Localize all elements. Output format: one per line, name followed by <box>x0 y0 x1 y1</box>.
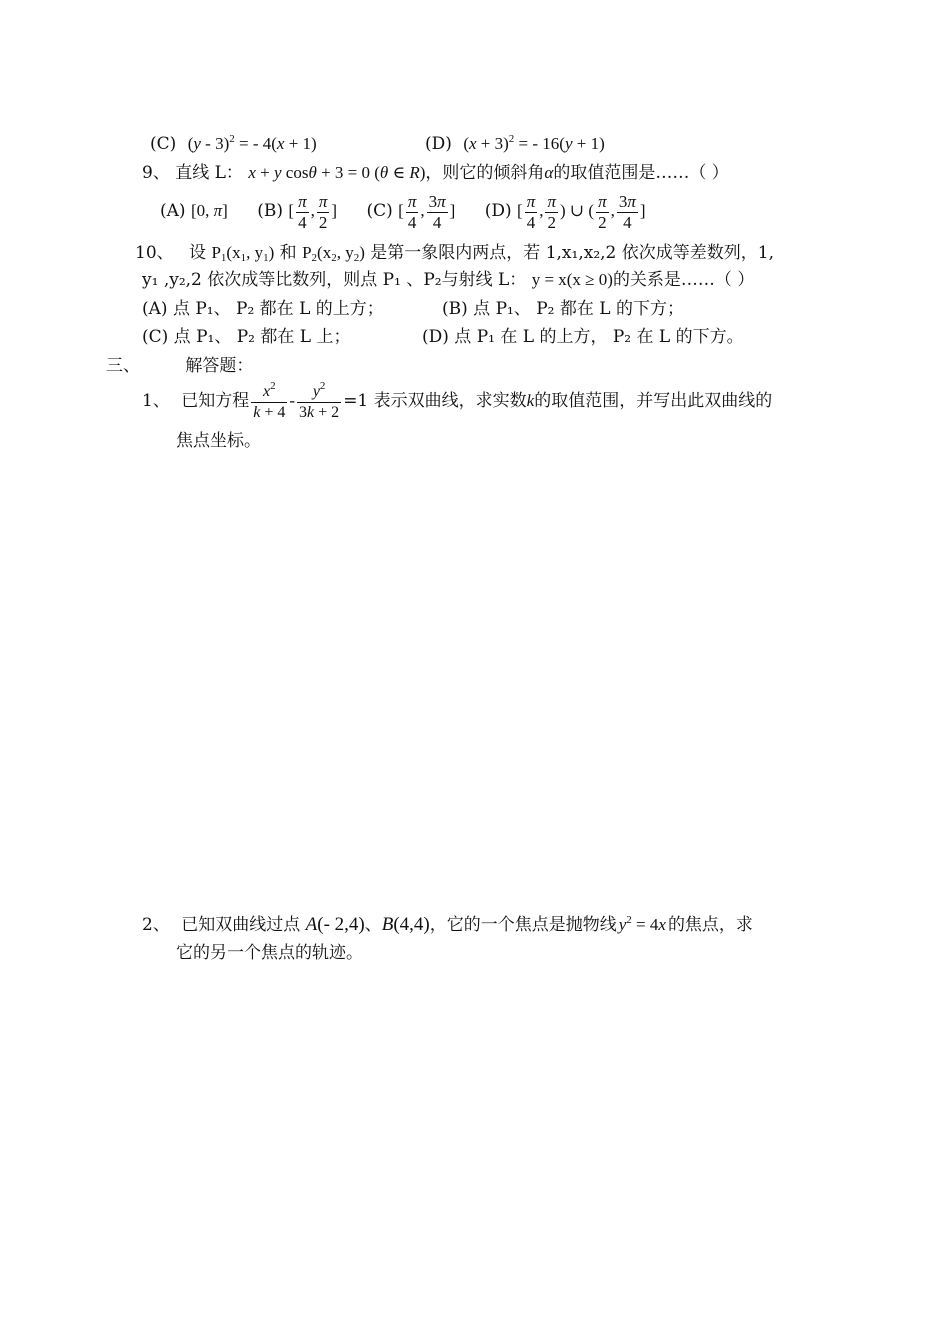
q10-point-p1: $P_1(x_1$, $y_1$) <box>211 243 275 264</box>
q9-b-label: (B) <box>257 201 283 221</box>
q10-l1-a: 设 <box>189 243 207 263</box>
q10-point-p2: $P_2(x_2$, $y_2$) <box>302 243 365 264</box>
q9-d-label: (D) <box>484 201 512 221</box>
problem2-point-a: A(- 2,4) <box>305 914 365 935</box>
problem2-text-a: 已知双曲线过点 <box>181 915 301 935</box>
problem1-fraction-x: $\frac{x^2}{k + 4}$ <box>253 379 286 421</box>
problem1-line1 <box>142 378 772 424</box>
problem2-number: 2、 <box>142 915 170 935</box>
problem1-minus: - <box>289 391 296 410</box>
q9-alpha: α <box>544 163 554 182</box>
q9-d-value: [ $\frac{\pi}{4}$ , $\frac{\pi}{2}$ ) ∪ ( $\frac{\pi}{2}$ , $\frac{3\pi}{4}$ ] <box>517 191 646 232</box>
q10-line2 <box>142 269 754 291</box>
q8-d-label: (D) <box>425 134 452 154</box>
problem1-text-b: =1 表示双曲线，求实数 <box>343 391 527 411</box>
q10-option-c: (C) 点 P₁、 P₂ 都在 L 上； <box>142 327 351 347</box>
q10-option-d: (D) 点 P₁ 在 L 的上方， P₂ 在 L 的下方。 <box>422 327 744 347</box>
section3-number: 三、 <box>106 356 140 376</box>
q10-l1-b: 和 <box>279 243 297 263</box>
problem1-k: k <box>526 391 535 410</box>
q9-c-value: [ $\frac{\pi}{4}$ , $\frac{3\pi}{4}$ ] <box>398 191 456 232</box>
problem2-text-c: 的焦点，求 <box>667 915 753 935</box>
q10-option-b: (B) 点 P₁、 P₂ 都在 L 的下方； <box>442 299 684 319</box>
q9-a-label: (A) <box>160 201 186 221</box>
q9-stem-b: ，则它的倾斜角 <box>425 163 545 183</box>
problem2-parabola: $y^2 = 4x$ <box>618 914 666 934</box>
q9-b-value: [ $\frac{\pi}{4}$ , $\frac{\pi}{2}$ ] <box>288 191 338 232</box>
q9-c-label: (C) <box>366 201 393 221</box>
problem2-line1 <box>142 914 753 936</box>
q9-line-equation: x + y cosθ + 3 = 0 (θ ∈ R) <box>248 163 426 182</box>
problem2-line2: 它的另一个焦点的轨迹。 <box>176 943 363 963</box>
q10-option-a: (A) 点 P₁、 P₂ 都在 L 的上方； <box>142 299 384 319</box>
q9-stem-c: 的取值范围是……（ ） <box>553 163 729 183</box>
q9-number: 9、 <box>142 163 170 183</box>
section3-title: 解答题： <box>185 356 254 376</box>
section3-header <box>106 355 253 377</box>
q8-d-equation: $(x + 3)^2$ = - 16(y + 1) <box>463 133 605 153</box>
problem2-text-b: ，它的一个焦点是抛物线 <box>429 915 617 935</box>
q9-stem-a: 直线 L： <box>175 163 243 183</box>
problem1-text-c: 的取值范围，并写出此双曲线的 <box>534 391 773 411</box>
q8-c-label: (C) <box>150 134 177 154</box>
q10-ray-equation: y = x(x ≥ 0) <box>531 270 613 289</box>
q10-l2-a: y₁ ,y₂,2 依次成等比数列，则点 P₁ 、P₂与射线 L： <box>142 270 527 290</box>
q10-number: 10、 <box>135 243 174 263</box>
problem1-fraction-y: $\frac{y^2}{3k + 2}$ <box>299 379 340 421</box>
problem1-line2: 焦点坐标。 <box>176 431 261 451</box>
q9-options <box>160 189 646 233</box>
problem2-point-b: B(4,4) <box>381 914 430 935</box>
q8-option-d <box>425 133 605 155</box>
q10-l2-b: 的关系是……（ ） <box>612 270 755 290</box>
q10-l1-c: 是第一象限内两点，若 1,x₁,x₂,2 依次成等差数列，1, <box>370 243 774 263</box>
q8-option-c <box>150 133 317 155</box>
q9-a-value: [0, π] <box>190 201 228 220</box>
q8-c-equation: (y - 3)$^2$ = - 4(x + 1) <box>187 133 317 153</box>
q10-line1 <box>135 242 774 264</box>
problem1-text-a: 已知方程 <box>181 391 250 411</box>
problem2-sep: 、 <box>364 915 382 935</box>
q9-stem <box>142 162 729 184</box>
problem1-number: 1、 <box>142 391 170 411</box>
